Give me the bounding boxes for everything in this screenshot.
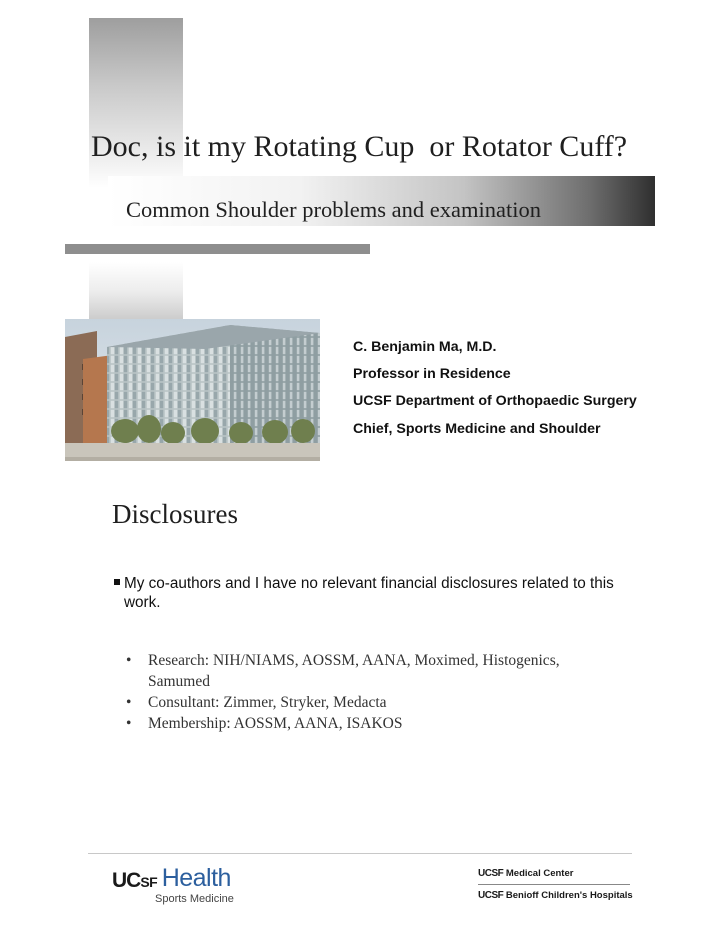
slide-subtitle: Common Shoulder problems and examination <box>126 197 541 222</box>
logo-divider <box>478 884 630 885</box>
presenter-department: UCSF Department of Orthopaedic Surgery <box>353 393 637 409</box>
ucsf-health-logo <box>112 866 234 905</box>
presenter-position: Professor in Residence <box>353 366 511 382</box>
medical-center-line: UCSF Medical Center <box>478 868 574 879</box>
childrens-hospitals-line: UCSF Benioff Children's Hospitals <box>478 890 633 901</box>
list-item <box>126 692 566 713</box>
disclosure-list <box>126 650 566 734</box>
ucsf-institutions-logo <box>478 867 633 902</box>
bullet-dot-icon: • <box>126 694 132 711</box>
disclosure-membership: Membership: AOSSM, AANA, ISAKOS <box>148 715 403 732</box>
building-photo <box>65 319 320 461</box>
logo-subline: Sports Medicine <box>155 893 234 905</box>
decorative-divider <box>65 244 370 254</box>
presenter-name: C. Benjamin Ma, M.D. <box>353 339 497 355</box>
list-item <box>126 713 566 734</box>
ucsf-wordmark: UCSF <box>112 869 158 892</box>
disclosure-statement <box>114 574 644 612</box>
square-bullet-icon <box>114 579 120 585</box>
bullet-dot-icon: • <box>126 715 132 732</box>
disclosure-consultant: Consultant: Zimmer, Stryker, Medacta <box>148 694 387 711</box>
slide-title: Doc, is it my Rotating Cup or Rotator Cuff? <box>91 130 628 163</box>
presenter-info <box>353 340 663 449</box>
disclosures-title: Disclosures <box>112 499 238 529</box>
bullet-dot-icon: • <box>126 652 132 669</box>
list-item <box>126 650 566 692</box>
footer-divider <box>88 853 632 854</box>
decorative-vertical-bar-fade <box>89 262 183 322</box>
presenter-role: Chief, Sports Medicine and Shoulder <box>353 421 601 437</box>
disclosure-research: Research: NIH/NIAMS, AOSSM, AANA, Moximed, Histogenics, Samumed <box>148 652 560 690</box>
disclosure-statement-text: My co-authors and I have no relevant financial disclosures related to this work. <box>124 575 614 611</box>
health-wordmark: Health <box>161 864 231 892</box>
